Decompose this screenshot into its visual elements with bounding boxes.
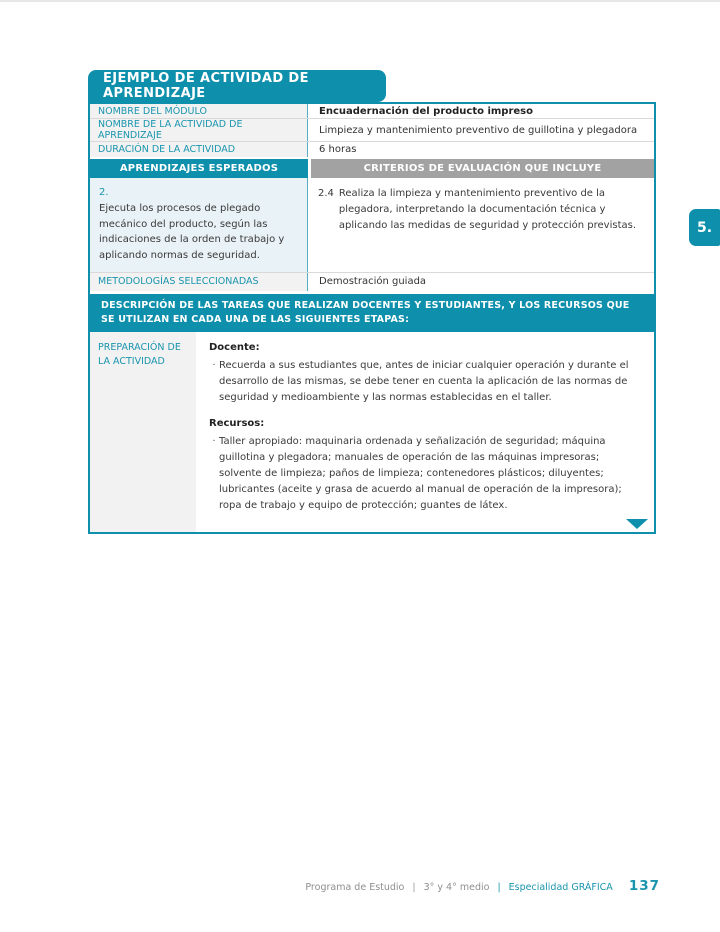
footer-specialty: Especialidad GRÁFICA — [508, 882, 613, 893]
activity-example-title: EJEMPLO DE ACTIVIDAD DE APRENDIZAJE — [103, 71, 309, 101]
expected-learning-header: APRENDIZAJES ESPERADOS — [90, 159, 308, 177]
table-row-duration — [90, 142, 654, 157]
module-name-value: Encuadernación del producto impreso — [319, 105, 533, 117]
continuation-arrow-icon — [626, 519, 648, 529]
recursos-bullet-item — [209, 434, 640, 514]
activity-example-title-tab — [88, 70, 386, 102]
page-number: 137 — [628, 878, 660, 894]
expected-learning-number: 2. — [99, 186, 109, 198]
recursos-bullet-text: Taller apropiado: maquinaria ordenada y señalización de seguridad; máquina guillotina y plegadora; manuales de operación de las máquinas impresoras; solvente de limpieza; paños de limpieza; contenedores plásticos; diluyentes; lubricantes (aceite y grasa de acuerdo al manual de operación de la impresora); ropa de trabajo y equipo de protección; guantes de látex. — [219, 436, 622, 511]
activity-name-label: NOMBRE DE LA ACTIVIDAD DE APRENDIZAJE — [90, 119, 308, 141]
table-row-module-name — [90, 104, 654, 119]
module-name-label: NOMBRE DEL MÓDULO — [90, 104, 308, 118]
preparation-label: PREPARACIÓN DE LA ACTIVIDAD — [90, 332, 196, 532]
duration-value: 6 horas — [319, 144, 357, 156]
activity-name-value: Limpieza y mantenimiento preventivo de guillotina y plegadora — [319, 124, 638, 136]
tasks-description-header: DESCRIPCIÓN DE LAS TAREAS QUE REALIZAN DOCENTES Y ESTUDIANTES, Y LOS RECURSOS QUE SE UTILIZAN EN CADA UNA DE LAS SIGUIENTES ETAPAS: — [90, 294, 654, 333]
section-number-tab: 5. — [689, 209, 720, 246]
bullet-icon: · — [212, 360, 216, 371]
page-footer — [305, 878, 660, 894]
table-row-methodology — [90, 273, 654, 291]
learning-headers-row — [90, 159, 654, 177]
learning-content-row — [90, 178, 654, 273]
methodology-value: Demostración guiada — [319, 276, 427, 288]
activity-table — [88, 102, 656, 534]
bullet-icon: · — [212, 436, 216, 447]
criteria-text: Realiza la limpieza y mantenimiento preventivo de la plegadora, interpretando la documentación técnica y aplicando las medidas de seguridad y protección previstas. — [338, 187, 637, 231]
expected-learning-text: Ejecuta los procesos de plegado mecánico del producto, según las indicaciones de la orden de trabajo y aplicando normas de seguridad. — [99, 203, 285, 261]
evaluation-criteria-cell — [308, 178, 654, 272]
docente-bullet-text: Recuerda a sus estudiantes que, antes de iniciar cualquier operación y durante el desarrollo de las mismas, se debe tener en cuenta la aplicación de las normas de seguridad y medioambiente y las normas establecidas en el taller. — [219, 360, 629, 403]
methodology-label: METODOLOGÍAS SELECCIONADAS — [90, 273, 308, 291]
preparation-body — [196, 332, 654, 532]
recursos-heading: Recursos: — [209, 418, 265, 429]
footer-grade: 3° y 4° medio — [423, 882, 490, 893]
table-row-activity-name — [90, 119, 654, 142]
preparation-row — [90, 332, 654, 532]
expected-learning-cell — [90, 178, 308, 272]
docente-heading: Docente: — [209, 342, 260, 353]
duration-label: DURACIÓN DE LA ACTIVIDAD — [90, 142, 308, 157]
footer-program-name: Programa de Estudio — [305, 882, 405, 893]
docente-bullet-item — [209, 358, 640, 406]
footer-separator: | — [497, 882, 501, 893]
criteria-number: 2.4 — [318, 187, 334, 199]
footer-separator: | — [412, 882, 416, 893]
evaluation-criteria-header: CRITERIOS DE EVALUACIÓN QUE INCLUYE — [311, 159, 654, 177]
